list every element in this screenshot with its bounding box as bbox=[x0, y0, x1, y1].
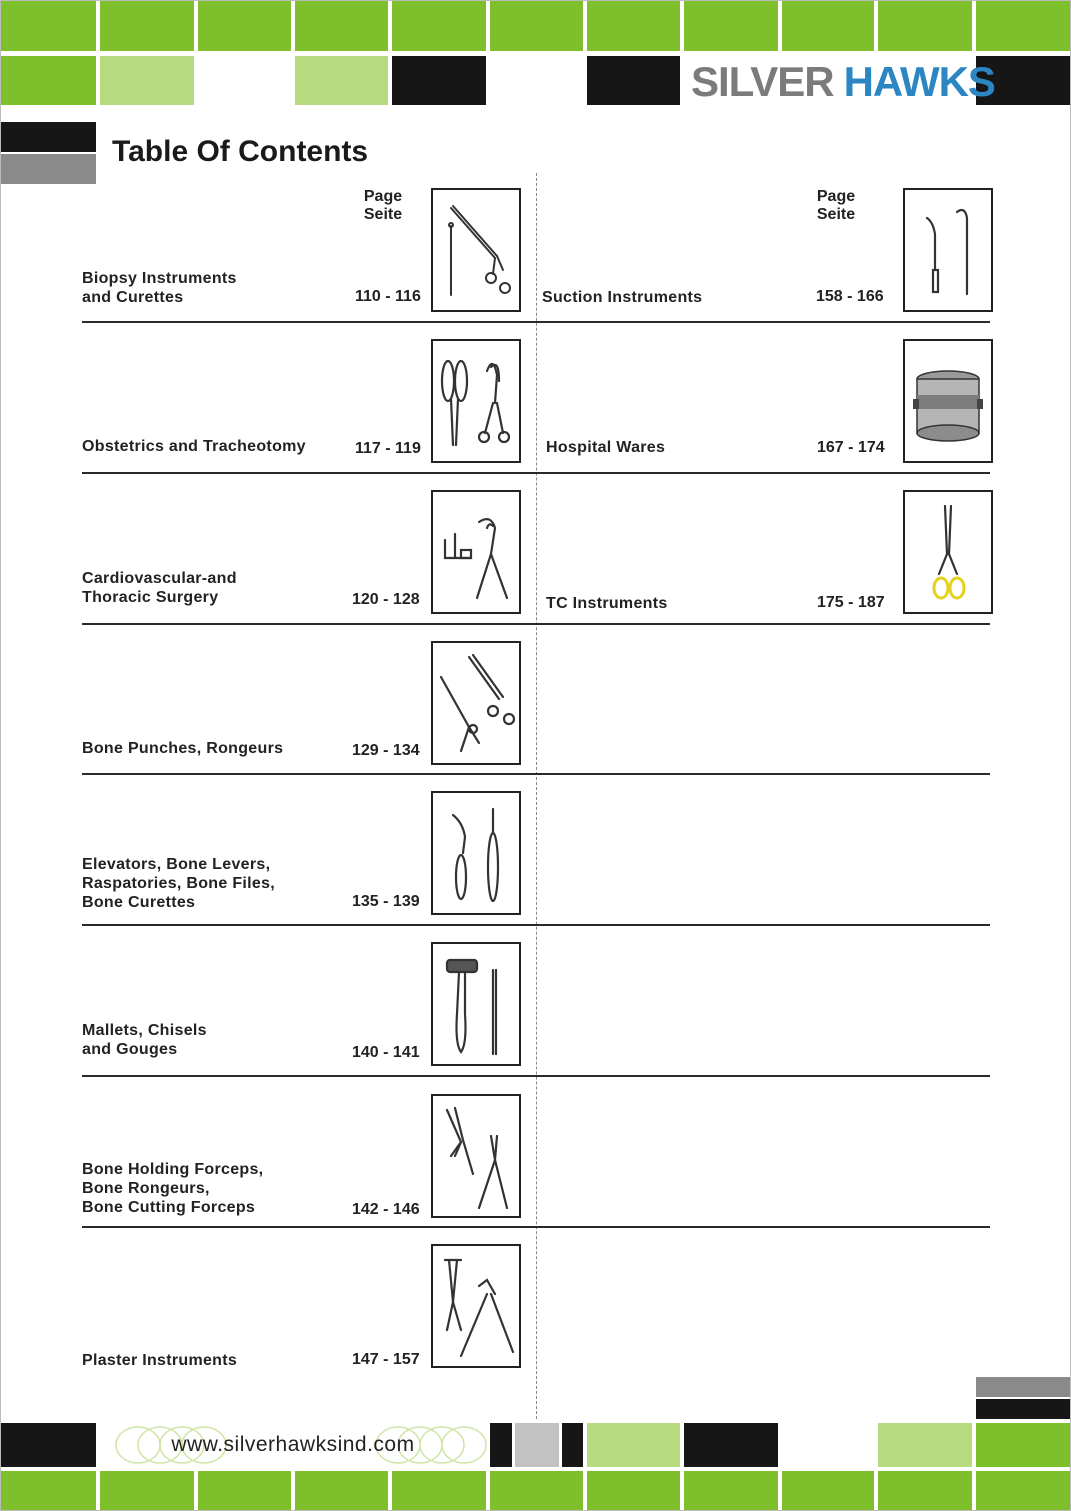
page-label: Page bbox=[363, 188, 403, 205]
bone-forceps-icon bbox=[431, 1094, 521, 1218]
row-separator bbox=[82, 1075, 990, 1077]
row-separator bbox=[82, 924, 990, 926]
suction-tube-icon bbox=[903, 188, 993, 312]
entry-pages: 140 - 141 bbox=[352, 1044, 420, 1061]
rib-spreader-icon bbox=[431, 490, 521, 614]
brand-logo-left: SILVER bbox=[691, 58, 834, 105]
entry-pages: 117 - 119 bbox=[355, 440, 421, 457]
entry-pages: 147 - 157 bbox=[352, 1351, 420, 1368]
entry-pages: 120 - 128 bbox=[352, 591, 420, 608]
entry-pages: 110 - 116 bbox=[355, 288, 421, 305]
biopsy-forceps-icon bbox=[431, 188, 521, 312]
mallet-icon bbox=[431, 942, 521, 1066]
entry-title: Mallets, Chisels and Gouges bbox=[82, 1022, 207, 1058]
obstetric-forceps-icon bbox=[431, 339, 521, 463]
website-url: www.silverhawksind.com bbox=[171, 1433, 415, 1456]
website-link[interactable] bbox=[98, 1423, 488, 1467]
seite-label: Seite bbox=[816, 206, 856, 223]
entry-title: Obstetrics and Tracheotomy bbox=[82, 438, 306, 455]
row-separator bbox=[82, 623, 990, 625]
entry-title: Suction Instruments bbox=[542, 289, 703, 306]
page-title: Table Of Contents bbox=[112, 135, 369, 168]
left-page-header bbox=[357, 188, 409, 224]
right-page-header bbox=[810, 188, 862, 224]
brand-logo-right: HAWKS bbox=[843, 58, 995, 105]
tc-scissors-icon bbox=[903, 490, 993, 614]
page-label: Page bbox=[816, 188, 856, 205]
elevator-icon bbox=[431, 791, 521, 915]
row-separator bbox=[82, 1226, 990, 1228]
column-divider bbox=[536, 173, 537, 1419]
row-separator bbox=[82, 773, 990, 775]
entry-title: Bone Holding Forceps, Bone Rongeurs, Bone Cutting Forceps bbox=[82, 1161, 264, 1216]
entry-pages: 135 - 139 bbox=[352, 893, 420, 910]
entry-pages: 142 - 146 bbox=[352, 1201, 420, 1218]
entry-pages: 167 - 174 bbox=[817, 439, 885, 456]
entry-pages: 129 - 134 bbox=[352, 742, 420, 759]
entry-title: Hospital Wares bbox=[546, 439, 666, 456]
entry-pages: 158 - 166 bbox=[816, 288, 884, 305]
sterilization-drum-icon bbox=[903, 339, 993, 463]
bone-punch-icon bbox=[431, 641, 521, 765]
plaster-shears-icon bbox=[431, 1244, 521, 1368]
seite-label: Seite bbox=[363, 206, 403, 223]
row-separator bbox=[82, 321, 990, 323]
entry-title: Plaster Instruments bbox=[82, 1352, 238, 1369]
row-separator bbox=[82, 472, 990, 474]
entry-title: Cardiovascular-and Thoracic Surgery bbox=[82, 570, 237, 606]
entry-pages: 175 - 187 bbox=[817, 594, 885, 611]
entry-title: Elevators, Bone Levers, Raspatories, Bone Files, Bone Curettes bbox=[82, 856, 276, 911]
entry-title: Biopsy Instruments and Curettes bbox=[82, 270, 237, 306]
brand-logo bbox=[691, 58, 995, 105]
entry-title: TC Instruments bbox=[546, 595, 668, 612]
entry-title: Bone Punches, Rongeurs bbox=[82, 740, 284, 757]
